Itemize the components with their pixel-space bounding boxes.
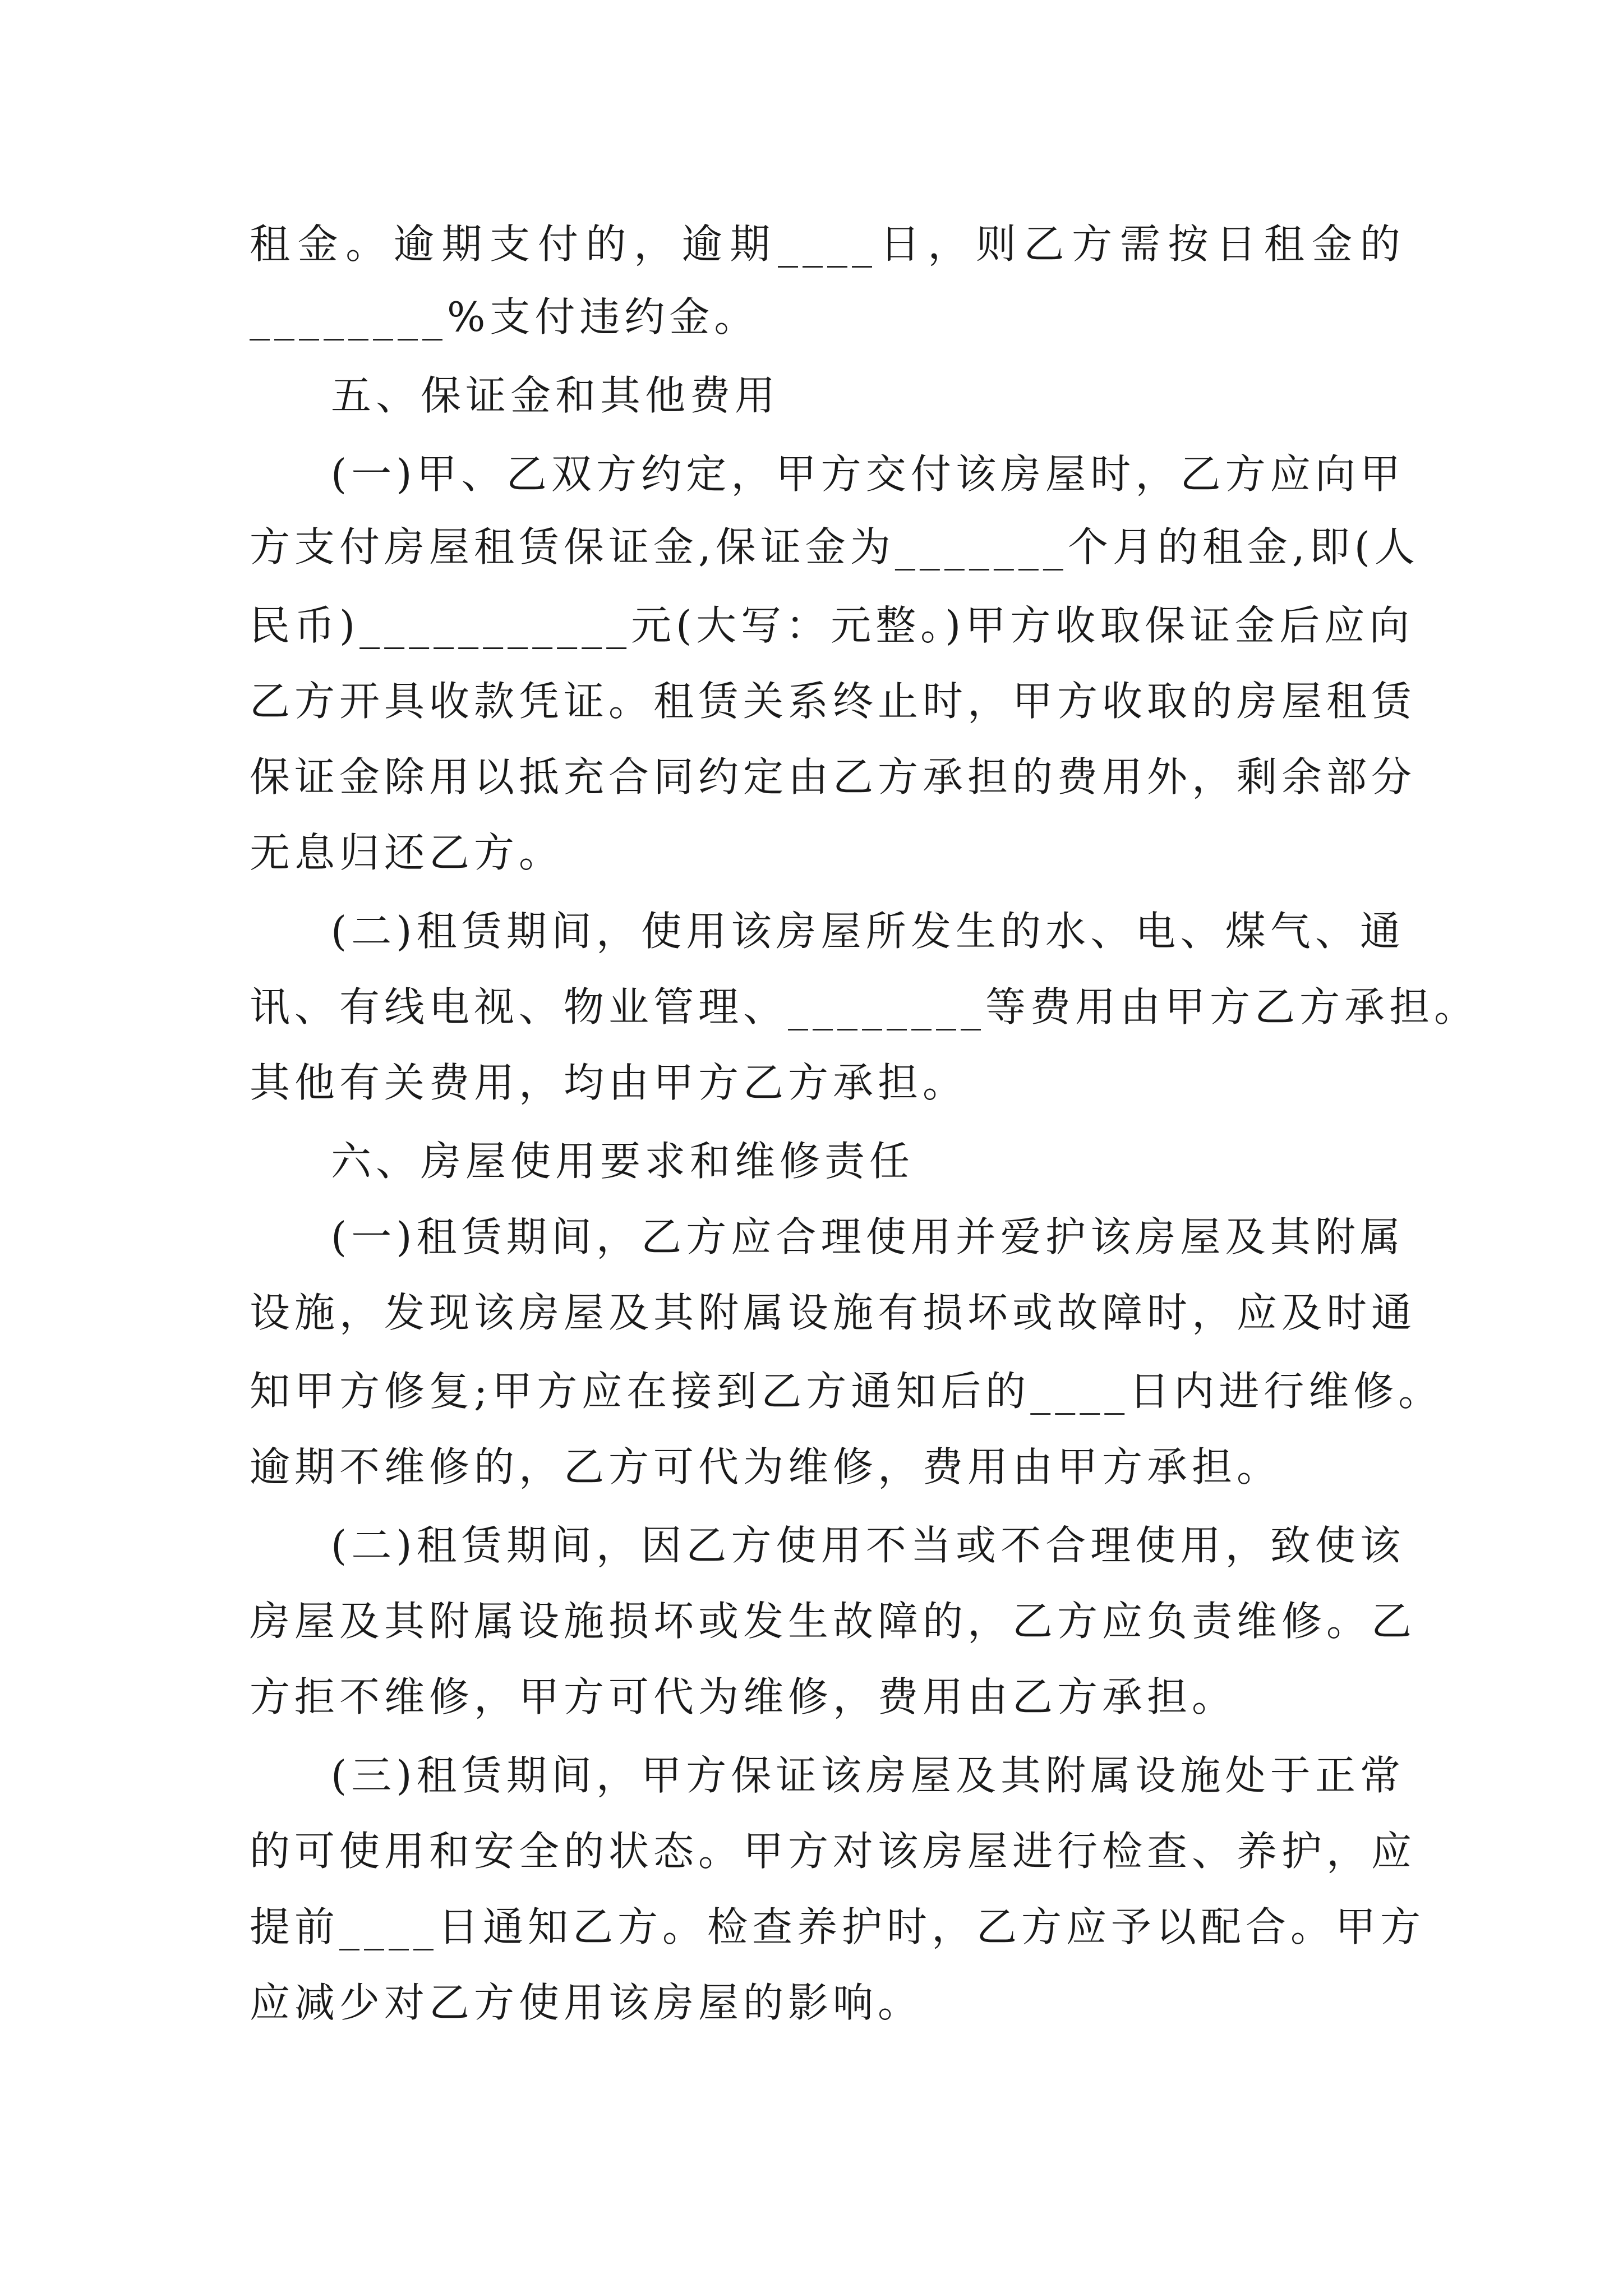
section-heading: 五、保证金和其他费用 (331, 372, 780, 419)
text-line: 民币)___________元(大写：元整。)甲方收取保证金后应向 (250, 602, 1414, 649)
text-line: 房屋及其附属设施损坏或发生故障的，乙方应负责维修。乙 (250, 1598, 1417, 1645)
text-line: 乙方开具收款凭证。租赁关系终止时，甲方收取的房屋租赁 (250, 678, 1417, 725)
text-line: 租金。逾期支付的，逾期____日，则乙方需按日租金的 (250, 220, 1405, 268)
text-line: 方支付房屋租赁保证金,保证金为_______个月的租金,即(人 (250, 523, 1419, 570)
text-line: 应减少对乙方使用该房屋的影响。 (250, 1979, 923, 2026)
text-line: 其他有关费用，均由甲方乙方承担。 (250, 1059, 968, 1106)
text-line: (一)甲、乙双方约定，甲方交付该房屋时，乙方应向甲 (331, 450, 1405, 498)
text-line: (三)租赁期间，甲方保证该房屋及其附属设施处于正常 (331, 1752, 1405, 1799)
text-line: 提前____日通知乙方。检查养护时，乙方应予以配合。甲方 (250, 1903, 1426, 1950)
text-line: (一)租赁期间，乙方应合理使用并爱护该房屋及其附属 (331, 1213, 1405, 1260)
text-line: 无息归还乙方。 (250, 829, 564, 876)
text-line: 设施，发现该房屋及其附属设施有损坏或故障时，应及时通 (250, 1289, 1417, 1336)
text-line: 方拒不维修，甲方可代为维修，费用由乙方承担。 (250, 1673, 1237, 1720)
text-line: (二)租赁期间，因乙方使用不当或不合理使用，致使该 (331, 1522, 1405, 1569)
section-heading: 六、房屋使用要求和维修责任 (331, 1138, 915, 1185)
text-line: (二)租赁期间，使用该房屋所发生的水、电、煤气、通 (331, 908, 1405, 955)
text-line: 逾期不维修的，乙方可代为维修，费用由甲方承担。 (250, 1443, 1282, 1490)
text-line: 知甲方修复;甲方应在接到乙方通知后的____日内进行维修。 (250, 1368, 1444, 1415)
text-line: 的可使用和安全的状态。甲方对该房屋进行检查、养护，应 (250, 1828, 1417, 1875)
text-line: ________%支付违约金。 (250, 293, 759, 341)
text-line: 保证金除用以抵充合同约定由乙方承担的费用外，剩余部分 (250, 753, 1417, 800)
text-line: 讯、有线电视、物业管理、________等费用由甲方乙方承担。 (250, 983, 1479, 1030)
